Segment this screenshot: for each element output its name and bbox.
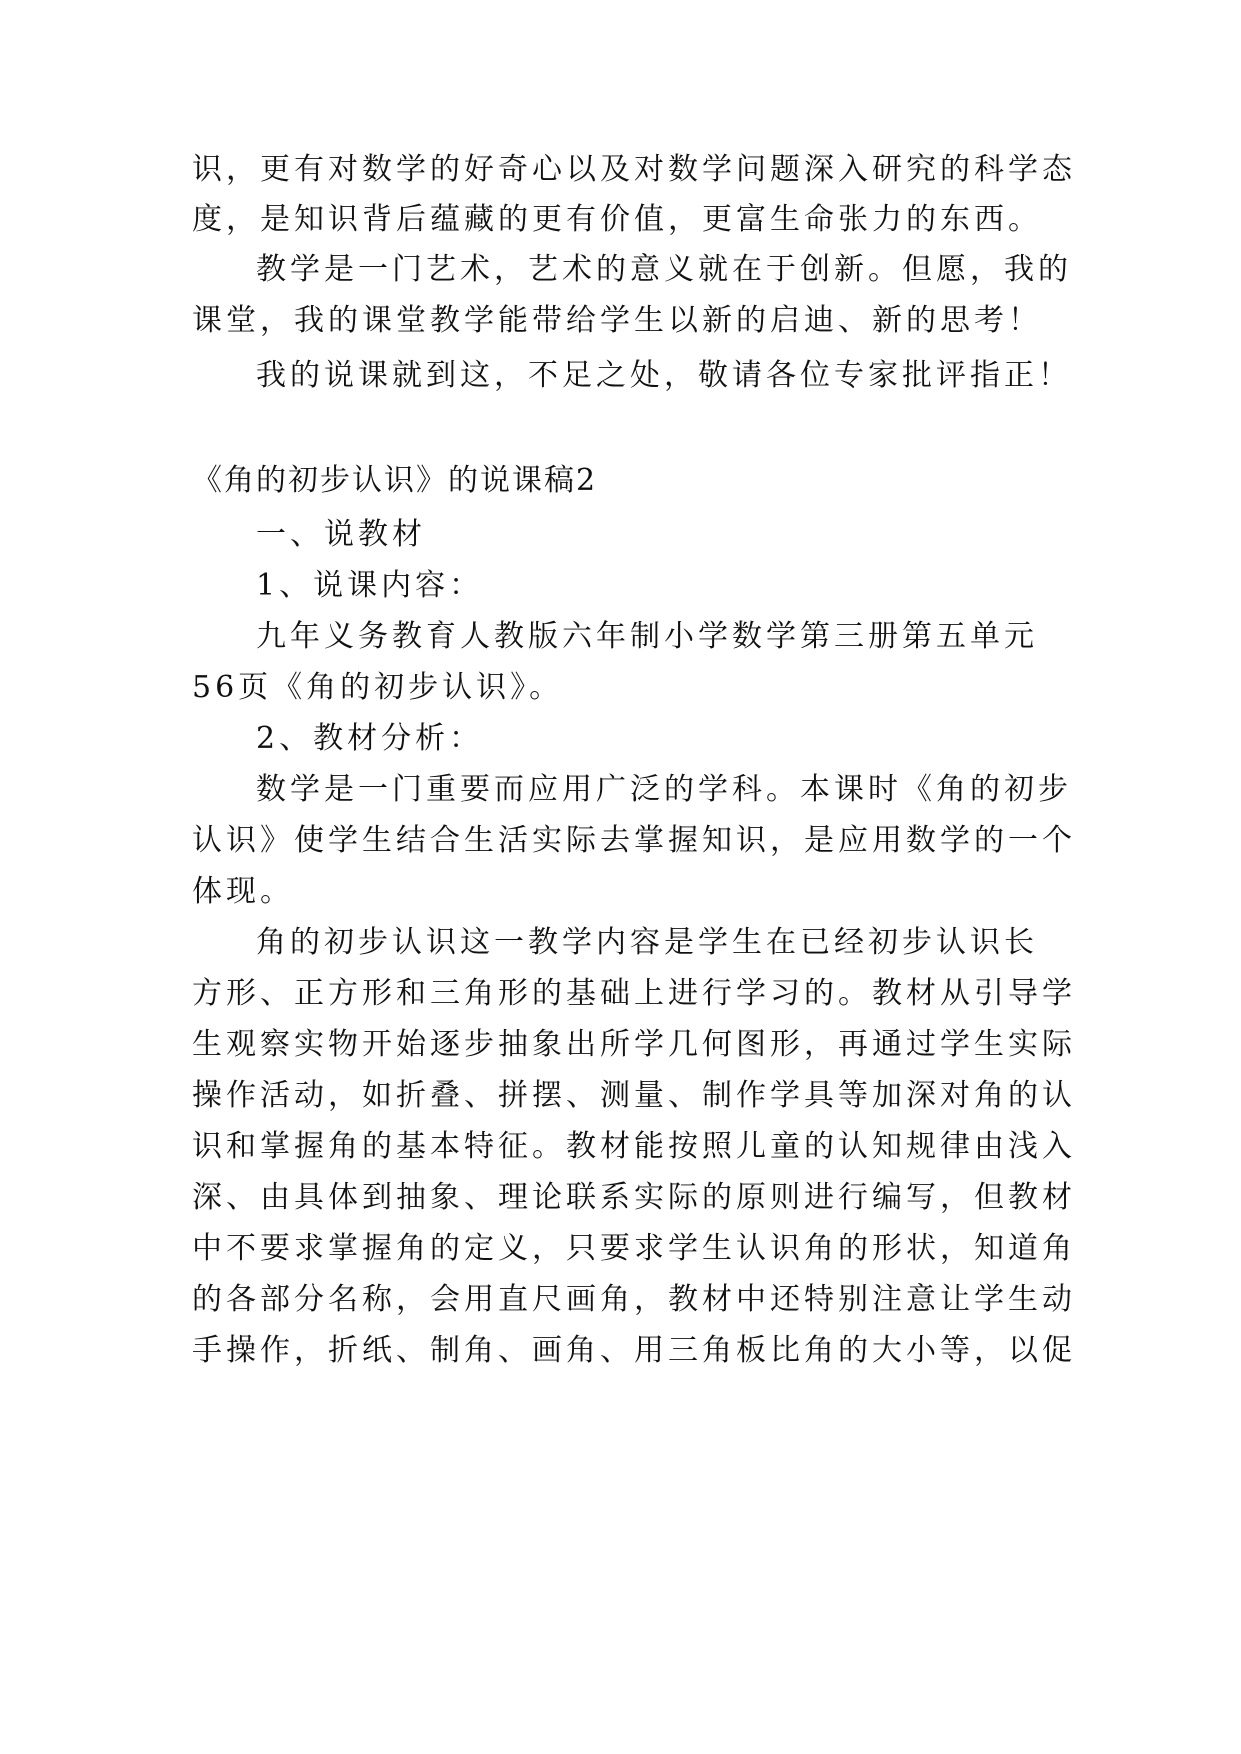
paragraph-line: 操作活动，如折叠、拼摆、测量、制作学具等加深对角的认 xyxy=(192,1078,1076,1113)
paragraph-line: 体现。 xyxy=(192,874,294,909)
heading-line: 一、说教材 xyxy=(256,517,426,552)
paragraph-line: 深、由具体到抽象、理论联系实际的原则进行编写，但教材 xyxy=(192,1180,1076,1215)
paragraph-line: 识和掌握角的基本特征。教材能按照儿童的认知规律由浅入 xyxy=(192,1129,1076,1164)
paragraph-line: 角的初步认识这一教学内容是学生在已经初步认识长 xyxy=(256,925,1038,960)
paragraph-line: 方形、正方形和三角形的基础上进行学习的。教材从引导学 xyxy=(192,976,1076,1011)
paragraph-line: 数学是一门重要而应用广泛的学科。本课时《角的初步 xyxy=(256,772,1072,807)
closing-line: 我的说课就到这，不足之处，敬请各位专家批评指正！ xyxy=(256,358,1072,393)
paragraph-line: 九年义务教育人教版六年制小学数学第三册第五单元 xyxy=(256,619,1038,654)
paragraph-line: 手操作，折纸、制角、画角、用三角板比角的大小等，以促 xyxy=(192,1333,1076,1368)
paragraph-line: 56页《角的初步认识》。 xyxy=(192,670,564,705)
heading-line: 1、说课内容： xyxy=(256,568,484,603)
heading-line: 2、教材分析： xyxy=(256,721,484,756)
paragraph-line: 的各部分名称，会用直尺画角，教材中还特别注意让学生动 xyxy=(192,1282,1076,1317)
paragraph-line: 识，更有对数学的好奇心以及对数学问题深入研究的科学态 xyxy=(192,152,1076,187)
paragraph-line: 中不要求掌握角的定义，只要求学生认识角的形状，知道角 xyxy=(192,1231,1076,1266)
paragraph-line: 度，是知识背后蕴藏的更有价值，更富生命张力的东西。 xyxy=(192,202,1042,237)
paragraph-line: 认识》使学生结合生活实际去掌握知识，是应用数学的一个 xyxy=(192,823,1076,858)
section-title: 《角的初步认识》的说课稿2 xyxy=(192,463,598,498)
paragraph-line: 生观察实物开始逐步抽象出所学几何图形，再通过学生实际 xyxy=(192,1027,1076,1062)
paragraph-line: 教学是一门艺术，艺术的意义就在于创新。但愿，我的 xyxy=(256,252,1072,287)
paragraph-line: 课堂，我的课堂教学能带给学生以新的启迪、新的思考！ xyxy=(192,303,1042,338)
